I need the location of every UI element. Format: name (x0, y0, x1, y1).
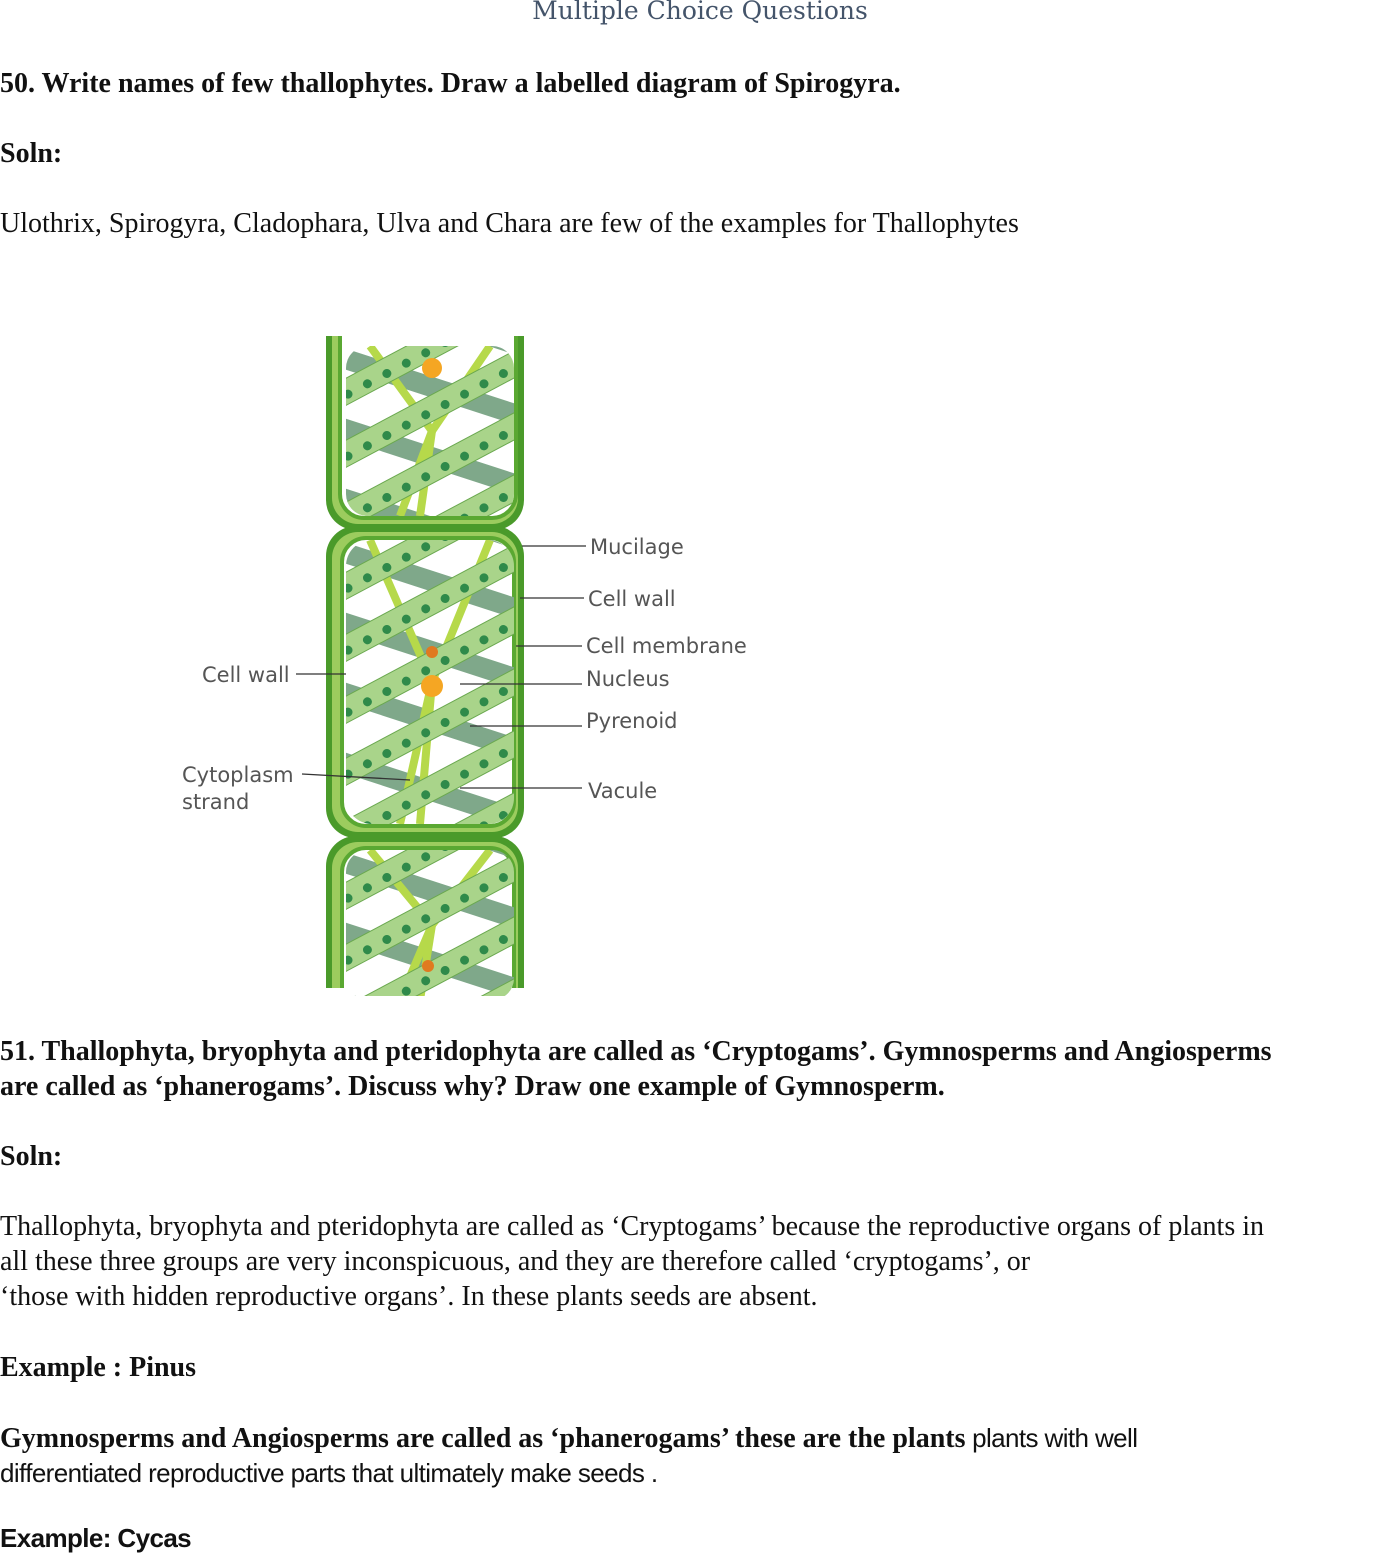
question-51-line-2: are called as ‘phanerogams’. Discuss why? Draw one example of Gymnosperm. (0, 1071, 945, 1102)
pyrenoid-dot (536, 479, 548, 491)
page-header: Multiple Choice Questions (532, 0, 868, 25)
example-pinus: Example : Pinus (0, 1352, 197, 1383)
answer-50: Ulothrix, Spirogyra, Cladophara, Ulva and Chara are few of the examples for Thallophytes (0, 208, 1019, 239)
pyrenoid-dot (536, 913, 548, 925)
question-51-line-1: 51. Thallophyta, bryophyta and pteridophyta are called as ‘Cryptogams’. Gymnosperms and Angiosperms (0, 1036, 1272, 1067)
label-pyrenoid: Pyrenoid (586, 709, 678, 733)
soln-label: Soln: (0, 138, 63, 169)
label-vacule: Vacule (588, 779, 658, 803)
pyrenoid-dot (536, 603, 548, 615)
pyrenoid-dot (536, 409, 548, 421)
nucleus-middle (421, 675, 443, 697)
pyrenoid-dot (536, 533, 548, 545)
phanerogams-rest: plants with well (965, 1423, 1138, 1453)
nucleus-top (422, 358, 442, 378)
label-nucleus: Nucleus (586, 667, 670, 691)
pyrenoid-dot (536, 471, 548, 483)
label-cell-wall-right: Cell wall (588, 587, 676, 611)
example-cycas: Example: Cycas (0, 1523, 192, 1553)
answer-51-line-1: Thallophyta, bryophyta and pteridophyta are called as ‘Cryptogams’ because the reproductive organs of plants in (0, 1211, 1265, 1242)
pyrenoid-dot (536, 789, 548, 801)
soln-label-51: Soln: (0, 1141, 63, 1172)
label-cytoplasm: Cytoplasm (182, 763, 294, 787)
phanerogams-line-1 (0, 1421, 1137, 1456)
answer-51-line-2: all these three groups are very inconspicuous, and they are therefore called ‘cryptogams’, or (0, 1246, 1031, 1277)
pyrenoid-dot (536, 789, 548, 801)
pyrenoid-dot (536, 347, 548, 359)
pyrenoid-dot (536, 541, 548, 553)
pyrenoid-dot (536, 975, 548, 987)
pyrenoid-dot (536, 727, 548, 739)
question-50: 50. Write names of few thallophytes. Draw a labelled diagram of Spirogyra. (0, 68, 901, 99)
label-mucilage: Mucilage (590, 535, 684, 559)
label-cell-membrane: Cell membrane (586, 634, 747, 658)
answer-51-line-3: ‘those with hidden reproductive organs’. In these plants seeds are absent. (0, 1281, 818, 1312)
phanerogams-bold: Gymnosperms and Angiosperms are called as ‘phanerogams’ these are the plants (0, 1423, 966, 1454)
phanerogams-line-2: differentiated reproductive parts that ultimately make seeds . (0, 1458, 658, 1488)
label-cell-wall-left: Cell wall (202, 663, 290, 687)
pyrenoid-dot (536, 665, 548, 677)
label-strand: strand (182, 790, 250, 814)
pyrenoid-dot (536, 851, 548, 863)
